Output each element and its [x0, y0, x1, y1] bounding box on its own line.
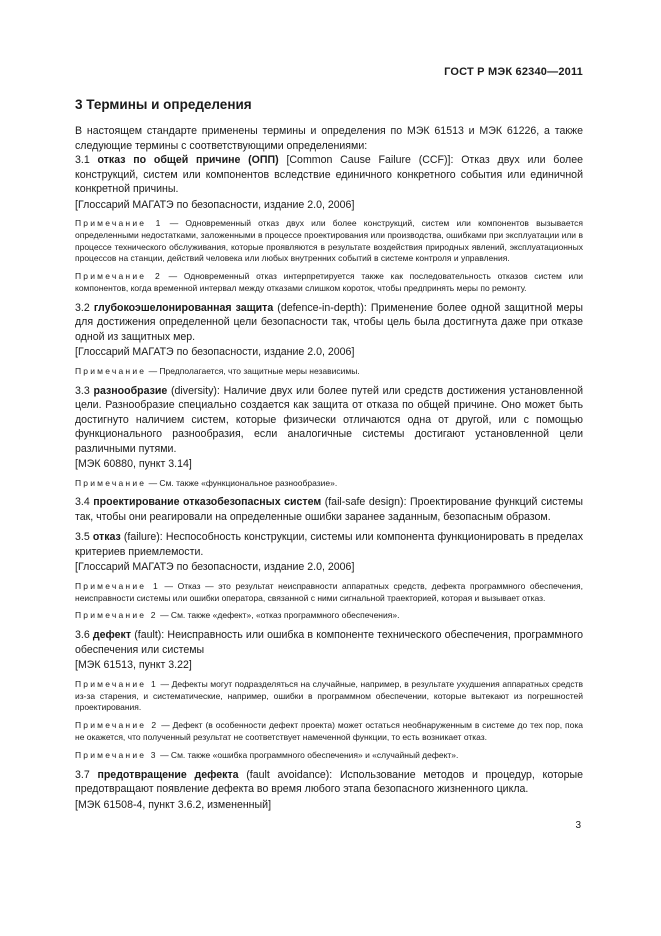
term-name: отказ	[92, 531, 121, 544]
term-entry	[75, 768, 583, 813]
term-number: 3.6	[75, 629, 90, 642]
term-number: 3.4	[75, 496, 90, 509]
term-number: 3.3	[75, 384, 90, 397]
term-source: [Глоссарий МАГАТЭ по безопасности, издание 2.0, 2006]	[75, 198, 355, 211]
note-label: Примечание 2	[75, 271, 162, 282]
term-name: предотвращение дефекта	[97, 768, 239, 781]
note-text: — Предполагается, что защитные меры независимы.	[146, 365, 360, 376]
term-entry	[75, 153, 583, 295]
page-number: 3	[575, 820, 581, 831]
term-number: 3.1	[75, 154, 90, 166]
note-label: Примечание 1	[75, 218, 163, 228]
term-name: проектирование отказобезопасных систем	[93, 496, 322, 509]
term-def-text: (failure): Неспособность конструкции, системы или компонента функционировать в пределах критериев приемлемости.	[75, 531, 583, 558]
note-label: Примечание 2	[75, 720, 159, 731]
term-name: разнообразие	[93, 384, 168, 397]
note-text: — См. также «функциональное разнообразие».	[146, 477, 338, 488]
term-def-text: (fault avoidance): Использование методов и процедур, которые предотвращают появление дефекта во время любого этапа безопасного жизненного цикла.	[75, 768, 583, 796]
term-definition	[75, 495, 583, 524]
term-definition	[75, 628, 583, 657]
term-source: [Глоссарий МАГАТЭ по безопасности, издание 2.0, 2006]	[75, 561, 355, 574]
term-note	[75, 720, 583, 744]
note-text: — Дефект (в особенности дефект проекта) может остаться необнаруженным в системе до тех пор, пока не окажется, что полученный результат не соответствует намеченной функции, то есть возникает отказ.	[75, 720, 583, 742]
term-source: [МЭК 61513, пункт 3.22]	[75, 659, 192, 672]
content-body	[75, 97, 583, 812]
note-text: — Отказ — это результат неисправности аппаратных средств, дефекта программного обеспечения, неисправности системы или ошибки оператора, связанной с ними сигнальной траекторией, которая и вызывает отказ.	[75, 580, 583, 603]
note-text: — Одновременный отказ интерпретируется также как последовательность отказов систем или компонентов, когда временной интервал между отказами слишком короток, чтобы предпринять меры по ремонту.	[75, 271, 583, 293]
term-note	[75, 478, 583, 490]
term-definition	[75, 153, 583, 197]
term-def-text: [Common Cause Failure (CCF)]: Отказ двух или более конструкций, систем или компонентов вследствие единичного конкретного события или единичной конкретной причины.	[75, 154, 583, 195]
document-id-header: ГОСТ Р МЭК 62340—2011	[444, 66, 583, 78]
note-label: Примечание 3	[75, 749, 158, 760]
term-note	[75, 610, 583, 622]
note-text: — Дефекты могут подразделяться на случайные, например, в результате ухудшения аппаратных средств из-за старения, и систематические, например, ошибки в программном обеспечении, которые вытекают из погрешностей проектирования.	[75, 678, 583, 713]
term-entry	[75, 530, 583, 622]
term-name: глубокоэшелонированная защита	[93, 301, 274, 314]
term-number: 3.2	[75, 301, 90, 314]
term-number: 3.5	[75, 531, 90, 544]
term-source: [МЭК 61508-4, пункт 3.6.2, измененный]	[75, 798, 272, 811]
term-entry	[75, 301, 583, 378]
term-definition	[75, 768, 583, 797]
note-label: Примечание 1	[75, 580, 160, 591]
term-name: дефект	[92, 629, 132, 642]
note-text: — См. также «ошибка программного обеспечения» и «случайный дефект».	[157, 749, 459, 760]
term-definition	[75, 384, 583, 457]
intro-text: В настоящем стандарте применены термины и определения по МЭК 61513 и МЭК 61226, а также следующие термины с соответствующими определениями:	[75, 125, 583, 152]
term-note	[75, 218, 583, 265]
term-note	[75, 581, 583, 605]
note-text: — Одновременный отказ двух или более конструкций, систем или компонентов вызывается определенными недостатками, заложенными в процессе проектирования или производства, ошибками при эксплуатации или в процессе технического обслуживания, которые проявляются в результате воздействия природных явлений, эксплуатационных процессов на станции, действий человека или любых внутренних событий в системе контроля и управления.	[75, 218, 583, 264]
note-text: — См. также «дефект», «отказ программного обеспечения».	[157, 610, 400, 621]
term-source: [МЭК 60880, пункт 3.14]	[75, 458, 192, 471]
intro-paragraph	[75, 124, 583, 153]
note-label: Примечание 1	[75, 678, 158, 689]
term-entry	[75, 384, 583, 490]
term-note	[75, 679, 583, 714]
note-label: Примечание 2	[75, 610, 158, 621]
term-source: [Глоссарий МАГАТЭ по безопасности, издание 2.0, 2006]	[75, 346, 355, 359]
term-definition	[75, 301, 583, 345]
term-definition	[75, 530, 583, 559]
terms-list	[75, 153, 583, 812]
term-number: 3.7	[75, 768, 90, 781]
term-def-text: (diversity): Наличие двух или более путей или средств достижения установленной цели. Разнообразие специально создается как защита от отказа по общей причине. Оно может быть достигнуто наличием систем, которые физически отличаются одна от другой, или с помощью функционального разнообразия, если аналогичные системы достигают установленной цели различными путями.	[75, 384, 583, 455]
section-title: 3 Термины и определения	[75, 97, 252, 112]
term-note	[75, 366, 583, 378]
term-note	[75, 750, 583, 762]
term-name: отказ по общей причине (ОПП)	[97, 154, 279, 166]
term-entry	[75, 628, 583, 761]
note-label: Примечание	[75, 365, 147, 376]
term-note	[75, 271, 583, 295]
note-label: Примечание	[75, 477, 147, 488]
term-def-text: (fault): Неисправность или ошибка в компоненте технического обеспечения, программного обеспечения или системы	[75, 629, 583, 656]
term-entry	[75, 495, 583, 524]
term-def-text: (defence-in-depth): Применение более одной защитной меры для достижения определенной цели безопасности так, чтобы цель была достигнута даже при отказе одной из защитных мер.	[75, 301, 583, 343]
term-def-text: (fail-safe design): Проектирование функций системы так, чтобы они реагировали на определенные ошибки заранее заданным, безопасным образом.	[75, 496, 584, 523]
